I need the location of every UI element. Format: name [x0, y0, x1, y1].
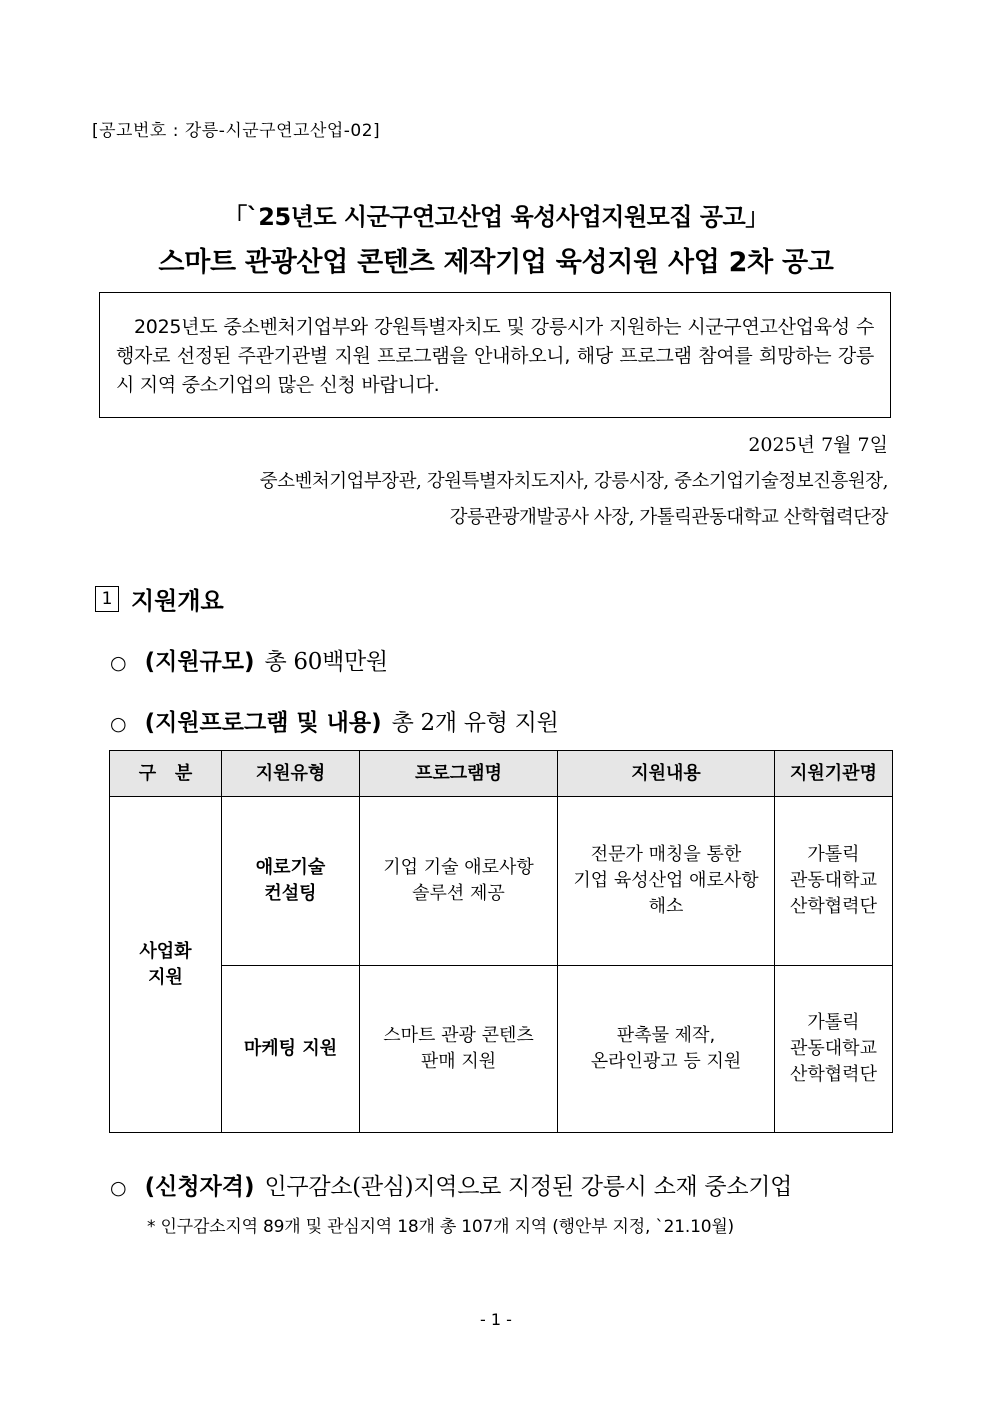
header-content: 지원내용	[558, 751, 775, 797]
bullet-value: 총 60백만원	[264, 649, 388, 675]
organizations-line-2: 강릉관광개발공사 사장, 가톨릭관동대학교 산학협력단장	[449, 507, 888, 528]
content-line: 전문가 매칭을 통한	[590, 844, 742, 865]
bullet-program	[110, 704, 558, 737]
agency-line: 가톨릭	[807, 1012, 860, 1033]
category-line: 사업화	[139, 940, 192, 962]
agency-line: 산학협력단	[790, 896, 877, 917]
content-line: 기업 육성산업 애로사항	[573, 870, 759, 891]
agency-cell	[775, 966, 893, 1133]
content-cell	[558, 966, 775, 1133]
page-number: - 1 -	[480, 1310, 512, 1329]
bullet-key: (지원규모)	[144, 649, 255, 675]
section-title: 지원개요	[131, 587, 224, 615]
section-number-box: 1	[95, 586, 119, 612]
type-cell	[222, 797, 360, 966]
agency-line: 관동대학교	[790, 870, 877, 891]
bullet-key: (신청자격)	[144, 1174, 255, 1200]
organizations	[88, 464, 888, 536]
title-line-1: 「`25년도 시군구연고산업 육성사업지원모집 공고」	[223, 203, 769, 231]
bullet-value: 인구감소(관심)지역으로 지정된 강릉시 소재 중소기업	[264, 1174, 793, 1200]
content-cell	[558, 797, 775, 966]
header-category: 구 분	[110, 751, 222, 797]
type-line: 마케팅 지원	[243, 1038, 338, 1059]
program-line: 기업 기술 애로사항	[383, 857, 534, 878]
header-program: 프로그램명	[360, 751, 558, 797]
bullet-key: (지원프로그램 및 내용)	[144, 710, 382, 736]
program-cell	[360, 797, 558, 966]
header-agency: 지원기관명	[775, 751, 893, 797]
category-line: 지원	[148, 966, 183, 988]
announcement-date: 2025년 7월 7일	[748, 434, 888, 456]
agency-line: 가톨릭	[807, 844, 860, 865]
content-line: 온라인광고 등 지원	[590, 1051, 742, 1072]
section-heading	[95, 581, 224, 616]
circle-bullet-icon: ○	[110, 652, 127, 674]
program-line: 판매 지원	[420, 1051, 497, 1072]
bullet-scale	[110, 643, 388, 676]
table-row	[110, 797, 893, 966]
title-line-2: 스마트 관광산업 콘텐츠 제작기업 육성지원 사업 2차 공고	[158, 247, 834, 278]
agency-line: 산학협력단	[790, 1064, 877, 1085]
agency-cell	[775, 797, 893, 966]
intro-text: 2025년도 중소벤처기업부와 강원특별자치도 및 강릉시가 지원하는 시군구연고산업육성 수행자로 선정된 주관기관별 지원 프로그램을 안내하오니, 해당 프로그램 참여를 희망하는 강릉시 지역 중소기업의 많은 신청 바랍니다.	[116, 316, 874, 396]
notice-number: [공고번호 : 강릉-시군구연고산업-02]	[92, 121, 381, 141]
category-cell	[110, 797, 222, 1133]
program-line: 솔루션 제공	[412, 883, 505, 904]
type-line: 컨설팅	[264, 883, 317, 904]
footnote: * 인구감소지역 89개 및 관심지역 18개 총 107개 지역 (행안부 지정, `21.10월)	[147, 1217, 734, 1237]
program-table	[109, 750, 893, 1133]
bullet-value: 총 2개 유형 지원	[391, 710, 559, 736]
intro-box	[99, 292, 891, 418]
circle-bullet-icon: ○	[110, 1177, 127, 1199]
program-cell	[360, 966, 558, 1133]
table-row	[110, 966, 893, 1133]
bullet-eligibility	[110, 1168, 792, 1201]
program-line: 스마트 관광 콘텐츠	[383, 1025, 534, 1046]
type-cell	[222, 966, 360, 1133]
agency-line: 관동대학교	[790, 1038, 877, 1059]
content-line: 해소	[648, 896, 684, 917]
header-type: 지원유형	[222, 751, 360, 797]
organizations-line-1: 중소벤처기업부장관, 강원특별자치도지사, 강릉시장, 중소기업기술정보진흥원장,	[259, 471, 888, 492]
content-line: 판촉물 제작,	[616, 1025, 716, 1046]
circle-bullet-icon: ○	[110, 713, 127, 735]
type-line: 애로기술	[255, 857, 326, 878]
table-header-row	[110, 751, 893, 797]
